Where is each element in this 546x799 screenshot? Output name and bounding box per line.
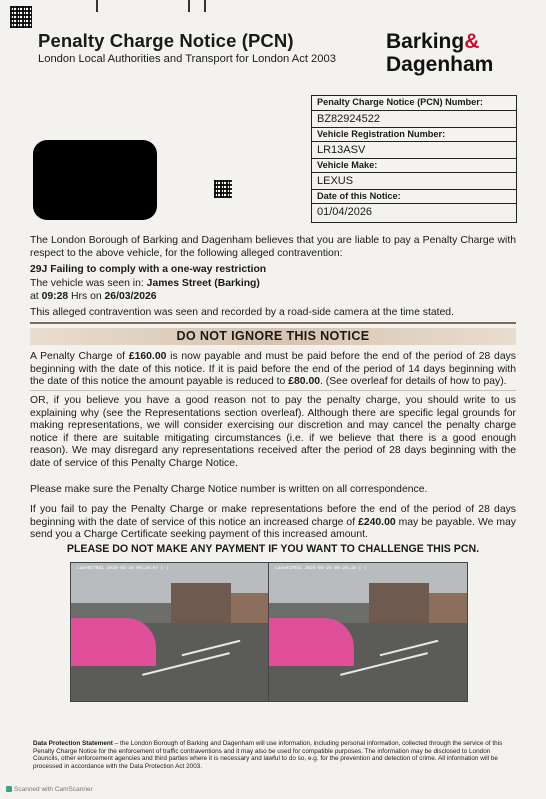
vrn-value: LR13ASV xyxy=(312,141,516,158)
notice-title: Penalty Charge Notice (PCN) xyxy=(38,30,294,51)
seen-location: James Street (Barking) xyxy=(146,278,260,289)
pcn-number-value: BZ82924522 xyxy=(312,110,516,127)
seen-date: 26/03/2026 xyxy=(104,290,157,302)
reduced-amount: £80.00 xyxy=(288,376,320,388)
brand-line1: Barking xyxy=(386,30,465,53)
seen-prefix: The vehicle was seen in: xyxy=(30,278,147,289)
increase-text-1: If you fail to pay the Penalty Charge or make representations before the end of the period of 28 days beginning with the date of service of this notice an increased charge of xyxy=(30,504,516,528)
seen-time: 09:28 xyxy=(41,290,69,302)
warning-banner: DO NOT IGNORE THIS NOTICE xyxy=(30,328,516,345)
barcode-small xyxy=(214,180,232,198)
redacted-address-block xyxy=(33,140,157,220)
photo-pink-hoarding xyxy=(269,618,354,666)
notice-details-box xyxy=(311,95,517,223)
photo-building xyxy=(369,583,429,628)
dp-text: – the London Borough of Barking and Dagenham will use information, including personal information, collected through the service of this Penalty Charge Notice for the enforcement of traffic contraventions and it may also be used for compatible purposes. The information may be disclosed to London Councils, other enforcement agencies and third parties where it is necessary and lawful to do so, e.g. for the prevention and detection of crime. All information will be processed in accordance with the Data Protection Act 2003. xyxy=(33,740,503,770)
council-logo xyxy=(386,30,493,76)
divider xyxy=(30,322,516,324)
payment-paragraph xyxy=(30,351,516,389)
payment-text-2: is now payable and must be paid before the end of the period of 28 days beginning with the date of this notice. If it is paid before the end of the period of 14 days beginning with the date of this notice the amount payable is reduced to xyxy=(30,351,516,388)
camera-note: This alleged contravention was seen and recorded by a road-side camera at the time stated. xyxy=(30,307,454,318)
fold-mark xyxy=(204,0,206,12)
vehicle-make-value: LEXUS xyxy=(312,172,516,189)
payment-text-3: . (See overleaf for details of how to pay). xyxy=(320,376,507,388)
correspondence-note: Please make sure the Penalty Charge Notice number is written on all correspondence. xyxy=(30,484,428,495)
penalty-amount: £160.00 xyxy=(128,351,167,362)
camera-evidence-photo xyxy=(70,562,270,702)
intro-paragraph: The London Borough of Barking and Dagenham believes that you are liable to pay a Penalty Charge with respect to the above vehicle, for the following alleged contravention: xyxy=(30,235,516,259)
seen-hrs-on: Hrs on xyxy=(68,290,105,302)
vrn-label: Vehicle Registration Number: xyxy=(312,127,516,141)
camscanner-icon xyxy=(6,786,12,792)
payment-text-1: A Penalty Charge of xyxy=(30,351,129,362)
representations-paragraph: OR, if you believe you have a good reason not to pay the penalty charge, you should write to us explaining why (see the Representations section overleaf). Although there are specific legal grounds for making representations, we will consider exercising our discretion and may cancel the penalty charge notice if there are suitable mitigating circumstances (i.e. if we believe that there is a good enough reason). We may disregard any representations received after the period of 28 days beginning with the date of service of this Penalty Charge Notice. xyxy=(30,395,516,469)
dp-heading: Data Protection Statement xyxy=(33,740,113,747)
qr-code xyxy=(10,6,32,28)
camera-evidence-photo xyxy=(268,562,468,702)
brand-ampersand: & xyxy=(464,30,480,53)
notice-date-value: 01/04/2026 xyxy=(312,203,516,222)
contravention-text: 29J Failing to comply with a one-way restriction xyxy=(30,264,267,275)
notice-date-label: Date of this Notice: xyxy=(312,189,516,203)
increase-text-2: may be payable. We may send you a Charge Certificate seeking payment of this increased amount. xyxy=(30,516,516,541)
fold-mark xyxy=(96,0,98,12)
seen-at: at xyxy=(30,290,42,302)
photo-pink-hoarding xyxy=(71,618,156,666)
challenge-warning: PLEASE DO NOT MAKE ANY PAYMENT IF YOU WANT TO CHALLENGE THIS PCN. xyxy=(66,543,480,555)
photo-timestamp: Lane01TBS1 2026-03-26 09:28:10 (-) xyxy=(275,566,367,571)
vehicle-make-label: Vehicle Make: xyxy=(312,158,516,172)
brand-line2: Dagenham xyxy=(386,53,494,76)
pcn-number-label: Penalty Charge Notice (PCN) Number: xyxy=(312,96,516,110)
increase-paragraph xyxy=(30,504,516,542)
divider xyxy=(30,390,516,391)
location-time-text xyxy=(30,278,516,303)
photo-timestamp: Lane01TBS1 2026-03-26 09:28:07 (-) xyxy=(77,566,169,571)
increased-amount: £240.00 xyxy=(358,516,396,528)
photo-building xyxy=(171,583,231,628)
notice-subtitle: London Local Authorities and Transport for London Act 2003 xyxy=(38,53,336,65)
data-protection-statement xyxy=(33,740,513,770)
fold-mark xyxy=(188,0,190,12)
scanner-label: Scanned with CamScanner xyxy=(14,786,93,793)
scanner-watermark xyxy=(6,786,93,793)
